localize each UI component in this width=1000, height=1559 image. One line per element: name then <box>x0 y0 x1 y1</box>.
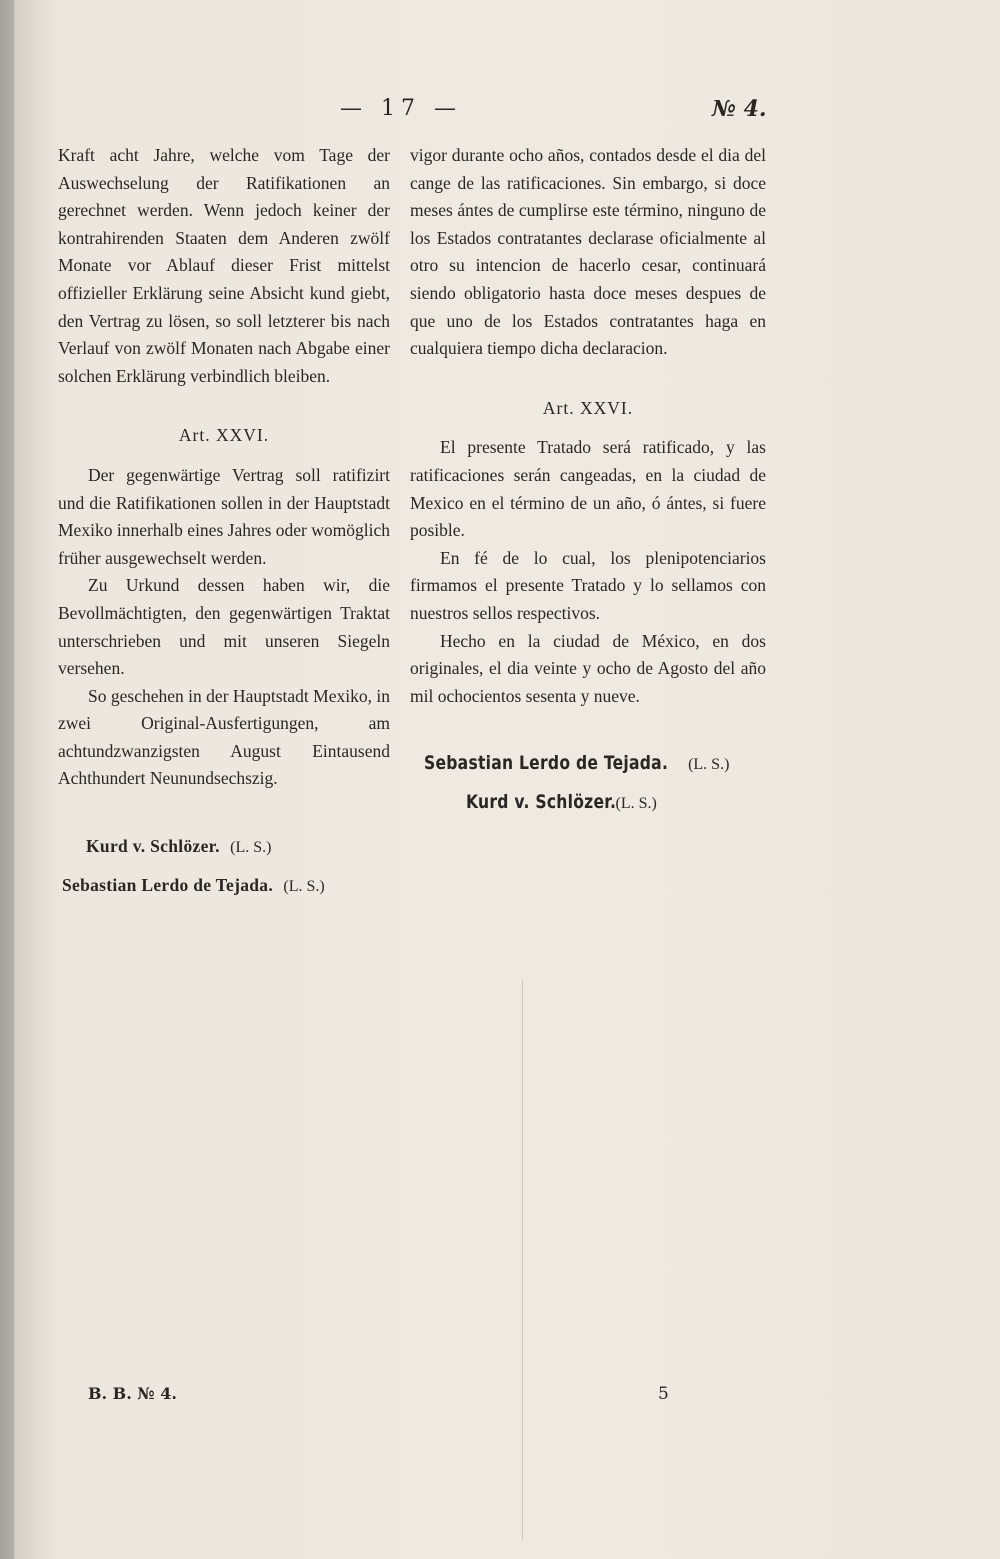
signatory-name: Kurd v. Schlözer. <box>86 836 220 857</box>
german-signature-block <box>58 833 390 900</box>
page-footer <box>0 1384 1000 1414</box>
sheet-number: 5 <box>658 1384 669 1404</box>
spanish-paragraph-3: En fé de lo cual, los plenipotenciarios firmamos el presente Tratado y lo sellamos con nuestros sellos respectivos. <box>410 547 766 623</box>
seal-mark: (L. S.) <box>230 839 272 857</box>
sheet-signature-mark: B. B. № 4. <box>88 1384 177 1403</box>
seal-mark: (L. S.) <box>283 877 325 895</box>
spanish-column <box>410 142 766 827</box>
spanish-paragraph-1: vigor durante ocho años, contados desde el dia del cange de las ratificaciones. Sin embargo, si doce meses ántes de cumplirse este término, ninguno de los Estados contratantes declarase oficialmente al otro su intencion de hacerlo cesar, continuará siendo obligatorio hasta doce meses despues de que uno de los Estados contratantes haga en cualquiera tiempo dicha declaracion. <box>410 145 766 359</box>
spanish-paragraph-2: El presente Tratado será ratificado, y las ratificaciones serán cangeadas, en la ciudad de Mexico en el término de un año, ó ántes, si fuere posible. <box>410 437 766 541</box>
seal-mark: (L. S.) <box>615 794 657 812</box>
signatory-name: Sebastian Lerdo de Tejada. <box>424 752 669 775</box>
page-header <box>0 96 1000 126</box>
german-article-heading: Art. XXVI. <box>178 425 270 446</box>
signatory-name: Kurd v. Schlözer. <box>466 790 617 813</box>
spanish-signature-1 <box>410 750 766 779</box>
spanish-signature-block <box>410 750 766 817</box>
document-number: № 4. <box>712 96 767 122</box>
german-paragraph-2: Der gegenwärtige Vertrag soll ratifizirt und die Ratifikationen sollen in der Hauptstadt Mexiko innerhalb eines Jahres oder womöglich früher ausgewechselt werden. <box>58 464 390 568</box>
german-paragraph-1: Kraft acht Jahre, welche vom Tage der Auswechselung der Ratifikationen an gerechnet werden. Wenn jedoch keiner der kontrahirenden Staaten dem Anderen zwölf Monate vor Ablauf dieser Frist mittelst offizieller Erklärung seine Absicht kund giebt, den Vertrag zu lösen, so soll letzterer bis nach Verlauf von zwölf Monaten nach Abgabe einer solchen Erklärung verbindlich bleiben. <box>58 145 390 386</box>
german-signature-1 <box>58 833 390 862</box>
seal-mark: (L. S.) <box>688 756 730 774</box>
spanish-paragraph-4: Hecho en la ciudad de México, en dos originales, el dia veinte y ocho de Agosto del año mil ochocientos sesenta y nueve. <box>410 630 766 706</box>
german-paragraph-4: So geschehen in der Hauptstadt Mexiko, in zwei Original-Ausfertigungen, am achtundzwanzigsten August Eintausend Achthundert Neunundsechszig. <box>58 685 390 789</box>
german-column <box>58 142 390 910</box>
german-paragraph-3: Zu Urkund dessen haben wir, die Bevollmächtigten, den gegenwärtigen Traktat unterschrieben und mit unseren Siegeln versehen. <box>58 575 390 679</box>
page-number: — 17 — <box>340 96 462 121</box>
spanish-signature-2 <box>410 789 766 818</box>
spanish-article-heading: Art. XXVI. <box>542 397 634 418</box>
signatory-name: Sebastian Lerdo de Tejada. <box>62 874 274 895</box>
german-signature-2 <box>58 872 390 901</box>
paper-fold-line <box>522 980 523 1540</box>
binding-edge-shadow <box>0 0 14 1559</box>
